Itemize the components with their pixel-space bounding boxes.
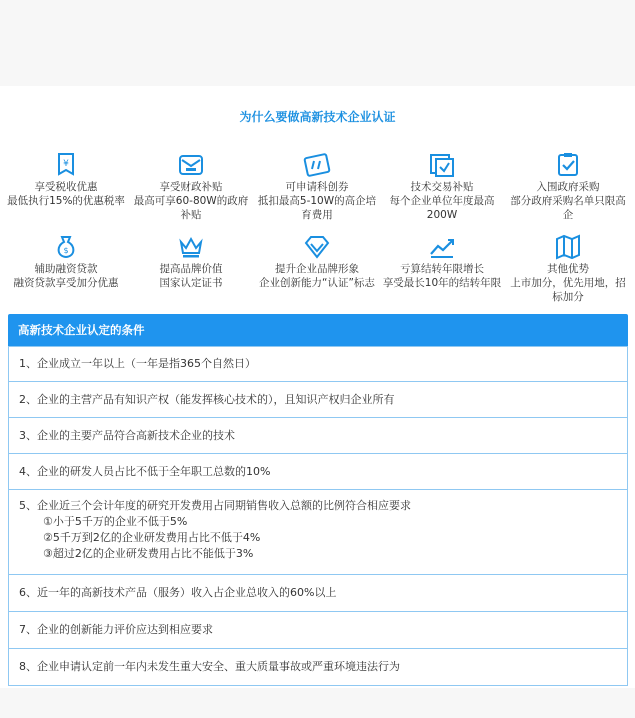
benefit-loss-carryover: 亏算结转年限增长 享受最长10年的结转年限 [380,234,504,290]
table-row: 8、企业申请认定前一年内未发生重大安全、重大质量事故或严重环境违法行为 [8,648,628,686]
benefit-voucher: 可申请科创券 抵扣最高5-10W的高企培育费用 [255,152,379,222]
tax-icon [52,152,80,178]
diamond-icon [303,234,331,260]
subsidy-icon [177,152,205,178]
benefit-procurement: 入围政府采购 部分政府采购名单只限高企 [506,152,630,222]
svg-text:$: $ [63,246,69,255]
procurement-icon [554,152,582,178]
sub-condition: ②5千万到2亿的企业研发费用占比不低于4% [43,531,261,544]
table-row: 6、近一年的高新技术产品（服务）收入占企业总收入的60%以上 [8,574,628,612]
table-row: 7、企业的创新能力评价应达到相应要求 [8,611,628,649]
table-row: 3、企业的主要产品符合高新技术企业的技术 [8,417,628,454]
benefit-tech-trade: 技术交易补贴 每个企业单位年度最高200W [380,152,504,222]
table-row: 2、企业的主营产品有知识产权（能发挥核心技术的），且知识产权归企业所有 [8,381,628,418]
voucher-icon [303,152,331,178]
conditions-table [8,314,628,673]
section-title: 为什么要做高新技术企业认证 [239,110,396,124]
benefit-tax: ¥ 享受税收优惠 最低执行15%的优惠税率 [4,152,128,208]
content-card [0,86,635,688]
trend-icon [428,234,456,260]
svg-text:¥: ¥ [63,159,69,169]
benefit-brand-value: 提高品牌价值 国家认定证书 [129,234,253,290]
benefit-other: 其他优势 上市加分，优先用地，招标加分 [506,234,630,304]
sub-condition: ③超过2亿的企业研发费用占比不能低于3% [43,547,254,560]
table-row: 4、企业的研发人员占比不低于全年职工总数的10% [8,453,628,490]
table-row: 5、企业近三个会计年度的研究开发费用占同期销售收入总额的比例符合相应要求 ①小于5千万的企业不低于5% ②5千万到2亿的企业研发费用占比不低于4% ③超过2亿的企业研发费用占比不能低于3% [8,489,628,575]
money-bag-icon [52,234,80,260]
tech-trade-icon [428,152,456,178]
benefit-subsidy: 享受财政补贴 最高可享60-80W的政府补贴 [129,152,253,222]
map-icon [554,234,582,260]
crown-icon [177,234,205,260]
benefit-financing: $ 辅助融资贷款 融资贷款享受加分优惠 [4,234,128,290]
benefit-brand-image: 提升企业品牌形象 企业创新能力“认证”标志 [255,234,379,290]
conditions-header: 高新技术企业认定的条件 [8,314,628,346]
table-row: 1、企业成立一年以上（一年是指365个自然日） [8,346,628,382]
sub-condition: ①小于5千万的企业不低于5% [43,515,188,528]
